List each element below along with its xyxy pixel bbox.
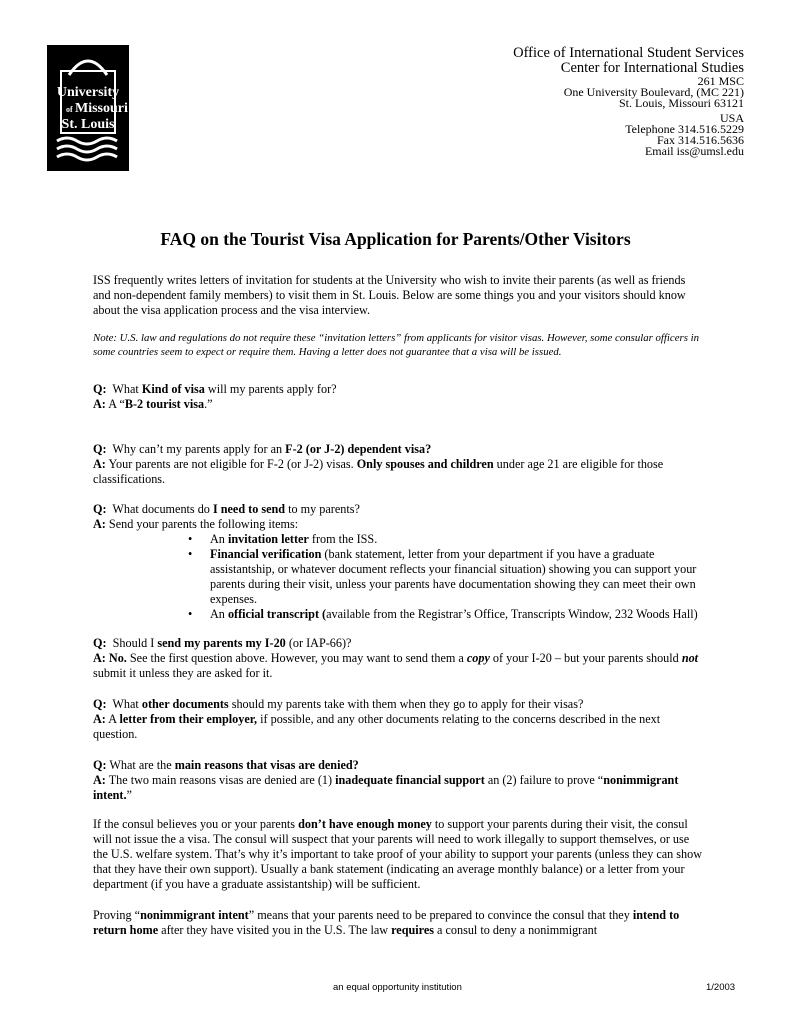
financial-support-paragraph: If the consul believes you or your parents don’t have enough money to support your parents during their visit, the consul will not issue the a visa. The consul will suspect that your parents will need to work illegally to support themselves, or use the U.S. welfare system. That’s why it’s important to take proof of your ability to support your parents (unless they can show that they have their own support). Usually a bank statement (indicating an average monthly balance) or a letter from your department (if you have a graduate assistantship) will be sufficient. xyxy=(93,817,703,891)
list-item: • Financial verification (bank statement, letter from your department if you have a graduate assistantship, or whatever document reflects your financial situation) showing you can support your parents during their visit, unless your parents have documentation showing they can meet their own expenses. xyxy=(210,547,705,607)
note-paragraph: Note: U.S. law and regulations do not require these “invitation letters” from applicants for visitor visas. However, some consular officers in some countries seem to expect or require them. Having a letter does not guarantee that a visa will be issued. xyxy=(93,332,699,358)
logo-line3: St. Louis xyxy=(61,117,115,132)
list-item: • An official transcript (available from the Registrar’s Office, Transcripts Window, 232 Woods Hall) xyxy=(210,607,705,622)
country: USA xyxy=(719,111,744,125)
faq-body xyxy=(93,273,705,938)
logo-line2b: Missouri xyxy=(75,101,128,116)
office-address-block xyxy=(513,46,744,157)
faq-item-denial-reasons: Q: What are the main reasons that visas are denied? A: The two main reasons visas are denied are (1) inadequate financial support an (2) failure to prove “nonimmigrant intent.” xyxy=(93,758,679,802)
footer-date: 1/2003 xyxy=(706,982,736,993)
faq-item-other-documents: Q: What other documents should my parents take with them when they go to apply for their visas? A: A letter from their employer, if possible, and any other documents relating to the concerns described in the next question. xyxy=(93,697,661,741)
faq-item-send-i20: Q: Should I send my parents my I-20 (or IAP-66)? A: No. See the first question above. However, you may want to send them a copy of your I-20 – but your parents should not submit it unless they are asked for it. xyxy=(93,636,699,680)
faq-item-dependent-visa: Q: Why can’t my parents apply for an F-2 (or J-2) dependent visa? A: Your parents are not eligible for F-2 (or J-2) visas. Only spouses and children under age 21 are eligible for those classifications. xyxy=(93,442,664,486)
email: Email iss@umsl.edu xyxy=(644,144,744,158)
street-address: One University Boulevard, (MC 221) xyxy=(563,85,744,99)
documents-list xyxy=(93,532,705,622)
intro-paragraph: ISS frequently writes letters of invitation for students at the University who wish to invite their parents (as well as friends and non-dependent family members) to visit them in St. Louis. Below are some things you and your visitors should know about the visa application process and the visa interview. xyxy=(93,273,686,317)
faq-item-documents-to-send: Q: What documents do I need to send to my parents? A: Send your parents the following items: • An invitation letter from the ISS. • Financial verification (bank statement, letter from your department if you have a graduate assistantship, or whatever document reflects your financial situation) showing you can support your parents during their visit, unless your parents have documentation showing they can meet their own expenses. • An official transcript (available from the Registrar’s Office, Transcripts Window, 232 Woods Hall) xyxy=(93,502,705,622)
nonimmigrant-intent-paragraph: Proving “nonimmigrant intent” means that your parents need to be prepared to convince the consul that they intend to return home after they have visited you in the U.S. The law requires a consul to deny a nonimmigrant xyxy=(93,908,680,937)
umsl-logo xyxy=(47,45,129,171)
mail-stop: 261 MSC xyxy=(697,74,744,88)
logo-line2a: of xyxy=(66,105,73,114)
city-address: St. Louis, Missouri 63121 xyxy=(618,96,744,110)
fax: Fax 314.516.5636 xyxy=(657,133,744,147)
footer-tagline: an equal opportunity institution xyxy=(333,982,462,993)
telephone: Telephone 314.516.5229 xyxy=(625,122,744,136)
list-item: • An invitation letter from the ISS. xyxy=(210,532,705,547)
office-name: Office of International Student Services xyxy=(513,45,744,61)
faq-item-visa-kind: Q: What Kind of visa will my parents apply for? A: A “B-2 tourist visa.” xyxy=(93,382,337,411)
page-title: FAQ on the Tourist Visa Application for Parents/Other Visitors xyxy=(160,229,631,249)
center-name: Center for International Studies xyxy=(560,60,744,76)
logo-line1: University xyxy=(56,85,120,100)
